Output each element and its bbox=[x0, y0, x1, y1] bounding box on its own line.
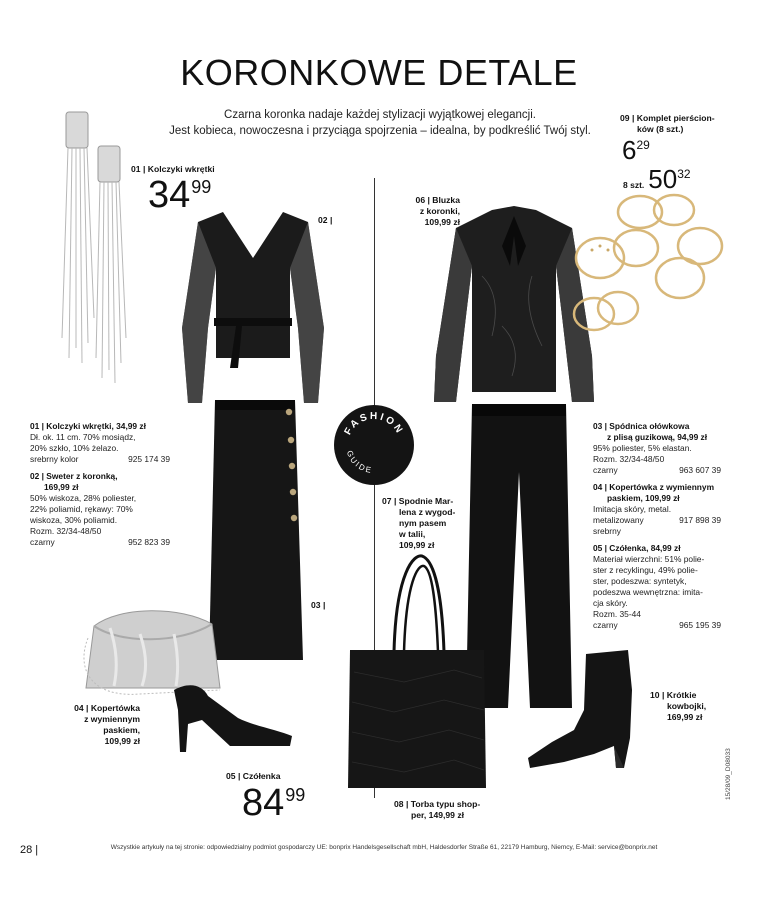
callout-04-number: 04 bbox=[74, 703, 84, 713]
desc-pumps-line: ster, podeszwa: syntetyk, bbox=[593, 576, 687, 586]
callout-05-name: Czółenka bbox=[242, 771, 281, 781]
price-01-int: 34 bbox=[148, 174, 191, 216]
desc-earrings-code: 925 174 39 bbox=[128, 454, 170, 464]
desc-pumps-code: 965 195 39 bbox=[679, 620, 721, 630]
callout-07-number: 07 bbox=[382, 496, 392, 506]
callout-06-number: 06 bbox=[415, 195, 426, 205]
callout-07-line: w talii, bbox=[399, 529, 426, 539]
callout-05-label: 05 | Czółenka bbox=[226, 771, 281, 781]
rings-image bbox=[570, 190, 730, 340]
desc-sweater-line: wiskoza, 30% poliamid. bbox=[30, 515, 118, 525]
desc-pumps-line: ster z recyklingu, 49% polie- bbox=[593, 565, 698, 575]
desc-pumps-color: czarny bbox=[593, 620, 618, 630]
badge-top-word: FASHION bbox=[342, 410, 406, 437]
price-05 bbox=[242, 784, 305, 822]
desc-clutch-color: metalizowany bbox=[593, 515, 644, 525]
shopper-bag-image bbox=[344, 552, 489, 792]
desc-clutch bbox=[593, 482, 721, 537]
page-number-value: 28 bbox=[20, 844, 33, 856]
callout-02-label: 02 | bbox=[318, 215, 333, 225]
callout-02-number: 02 bbox=[318, 215, 328, 225]
callout-07-label: 07 | Spodnie Mar- lena z wygod- nym pasem w talii, 109,99 zł bbox=[382, 496, 456, 550]
legal-footer: Wszystkie artykuły na tej stronie: odpowiedzialny podmiot gospodarczy UE: bonprix Handelsgesellschaft mbH, Haldesdorfer Straße 61, 22179 Hamburg, Niemcy, E-Mail: service@bonprix.net bbox=[110, 844, 658, 851]
price-05-int: 84 bbox=[242, 782, 285, 824]
price-09-set-prefix: 8 szt. bbox=[623, 180, 645, 190]
desc-skirt bbox=[593, 421, 721, 476]
callout-09-line: ków (8 szt.) bbox=[637, 124, 684, 134]
svg-text:FASHION bbox=[343, 411, 406, 437]
desc-sweater-title: 02 | Sweter z koronką, bbox=[30, 471, 118, 481]
desc-earrings-line: 20% szkło, 10% żelazo. bbox=[30, 443, 119, 453]
callout-10-label: 10 | Krótkie kowbojki, 169,99 zł bbox=[650, 690, 707, 722]
page-subtitle bbox=[150, 107, 610, 139]
left-description-block bbox=[30, 421, 170, 548]
callout-09-line: Komplet pierścion- bbox=[636, 113, 715, 123]
callout-08-label: 08 | Torba typu shop- per, 149,99 zł bbox=[394, 799, 481, 820]
desc-clutch-line: Imitacja skóry, metal. bbox=[593, 504, 672, 514]
desc-sweater-code: 952 823 39 bbox=[128, 537, 170, 547]
desc-skirt-price: z plisą guzikową, 94,99 zł bbox=[607, 432, 708, 442]
desc-clutch-price: paskiem, 109,99 zł bbox=[607, 493, 680, 503]
callout-07-line: nym pasem bbox=[399, 518, 447, 528]
price-09-set bbox=[623, 166, 691, 192]
callout-04-line: z wymiennym bbox=[84, 714, 140, 724]
callout-10-line: Krótkie bbox=[666, 690, 697, 700]
callout-07-price: 109,99 zł bbox=[399, 540, 435, 550]
desc-sweater-line: 22% poliamid, rękawy: 70% bbox=[30, 504, 133, 514]
price-05-dec: 99 bbox=[285, 785, 306, 805]
subtitle-line-2: Jest kobieca, nowoczesna i przyciąga spojrzenia – idealna, by podkreślić Twój styl. bbox=[169, 125, 591, 137]
callout-10-line: kowbojki, bbox=[667, 701, 707, 711]
desc-sweater bbox=[30, 471, 170, 548]
callout-01-name: Kolczyki wkrętki bbox=[147, 164, 215, 174]
callout-04-label: 04 | Kopertówka z wymiennym paskiem, 109,99 zł bbox=[68, 703, 140, 747]
callout-07-line: Spodnie Mar- bbox=[398, 496, 454, 506]
callout-09-label: 09 | Komplet pierścion- ków (8 szt.) bbox=[620, 113, 715, 134]
page-title: KORONKOWE DETALE bbox=[180, 52, 578, 93]
price-01-dec: 99 bbox=[191, 177, 212, 197]
desc-sweater-line: Rozm. 32/34-48/50 bbox=[30, 526, 102, 536]
callout-01-label: 01 | Kolczyki wkrętki bbox=[131, 164, 215, 174]
desc-sweater-color: czarny bbox=[30, 537, 55, 547]
desc-earrings-title: 01 | Kolczyki wkrętki, 34,99 zł bbox=[30, 421, 146, 431]
price-09-set-dec: 32 bbox=[677, 167, 691, 181]
desc-sweater-price: 169,99 zł bbox=[44, 482, 79, 492]
cowboy-boots-image bbox=[524, 650, 644, 774]
callout-05-number: 05 bbox=[226, 771, 236, 781]
callout-06-label: 06 | Bluzka z koronki, 109,99 zł bbox=[404, 195, 460, 228]
callout-06-line: z koronki, bbox=[419, 206, 460, 216]
desc-clutch-title: 04 | Kopertówka z wymiennym bbox=[593, 482, 715, 492]
right-description-block bbox=[593, 421, 721, 631]
callout-03-label: 03 | bbox=[311, 600, 326, 610]
price-09-dec: 29 bbox=[636, 138, 650, 152]
callout-01-number: 01 bbox=[131, 164, 141, 174]
desc-skirt-line: 95% poliester, 5% elastan. bbox=[593, 443, 692, 453]
callout-04-price: 109,99 zł bbox=[104, 736, 140, 746]
fashion-guide-badge-text bbox=[334, 405, 414, 485]
callout-04-line: Kopertówka bbox=[90, 703, 140, 713]
price-09 bbox=[622, 137, 650, 163]
desc-pumps-line: cja skóry. bbox=[593, 598, 628, 608]
price-09-int: 6 bbox=[622, 135, 637, 165]
callout-03-number: 03 bbox=[311, 600, 321, 610]
desc-skirt-color: czarny bbox=[593, 465, 618, 475]
callout-08-price: per, 149,99 zł bbox=[411, 810, 465, 820]
sweater-image bbox=[178, 208, 328, 408]
desc-pumps-line: Rozm. 35-44 bbox=[593, 609, 641, 619]
badge-bottom-word: GUIDE bbox=[344, 449, 374, 476]
callout-07-line: lena z wygod- bbox=[399, 507, 456, 517]
callout-09-number: 09 bbox=[620, 113, 630, 123]
desc-skirt-line: Rozm. 32/34-48/50 bbox=[593, 454, 665, 464]
desc-earrings bbox=[30, 421, 170, 465]
desc-skirt-code: 963 607 39 bbox=[679, 465, 721, 475]
callout-06-line: Bluzka bbox=[432, 195, 460, 205]
subtitle-line-1: Czarna koronka nadaje każdej stylizacji wyjątkowej elegancji. bbox=[224, 109, 536, 121]
price-09-set-int: 50 bbox=[648, 164, 678, 194]
pumps-image bbox=[168, 680, 298, 755]
desc-pumps-line: podeszwa wewnętrzna: imita- bbox=[593, 587, 703, 597]
earrings-image bbox=[52, 108, 132, 388]
desc-clutch-code: 917 898 39 bbox=[679, 515, 721, 525]
desc-earrings-color: srebrny kolor bbox=[30, 454, 79, 464]
callout-06-price: 109,99 zł bbox=[424, 217, 460, 227]
desc-earrings-line: Dł. ok. 11 cm. 70% mosiądz, bbox=[30, 432, 136, 442]
desc-sweater-line: 50% wiskoza, 28% poliester, bbox=[30, 493, 137, 503]
callout-04-line: paskiem, bbox=[103, 725, 140, 735]
desc-pumps bbox=[593, 543, 721, 631]
callout-08-number: 08 bbox=[394, 799, 404, 809]
desc-skirt-title: 03 | Spódnica ołówkowa bbox=[593, 421, 690, 431]
callout-08-line: Torba typu shop- bbox=[410, 799, 481, 809]
callout-10-number: 10 bbox=[650, 690, 660, 700]
desc-pumps-title: 05 | Czółenka, 84,99 zł bbox=[593, 543, 681, 553]
desc-pumps-line: Materiał wierzchni: 51% polie- bbox=[593, 554, 705, 564]
page-number: 28 | bbox=[20, 844, 39, 856]
svg-text:GUIDE bbox=[345, 449, 374, 475]
catalog-code: 15/28/09_D08033 bbox=[725, 748, 732, 800]
callout-10-price: 169,99 zł bbox=[667, 712, 703, 722]
desc-clutch-color2: srebrny bbox=[593, 526, 621, 536]
